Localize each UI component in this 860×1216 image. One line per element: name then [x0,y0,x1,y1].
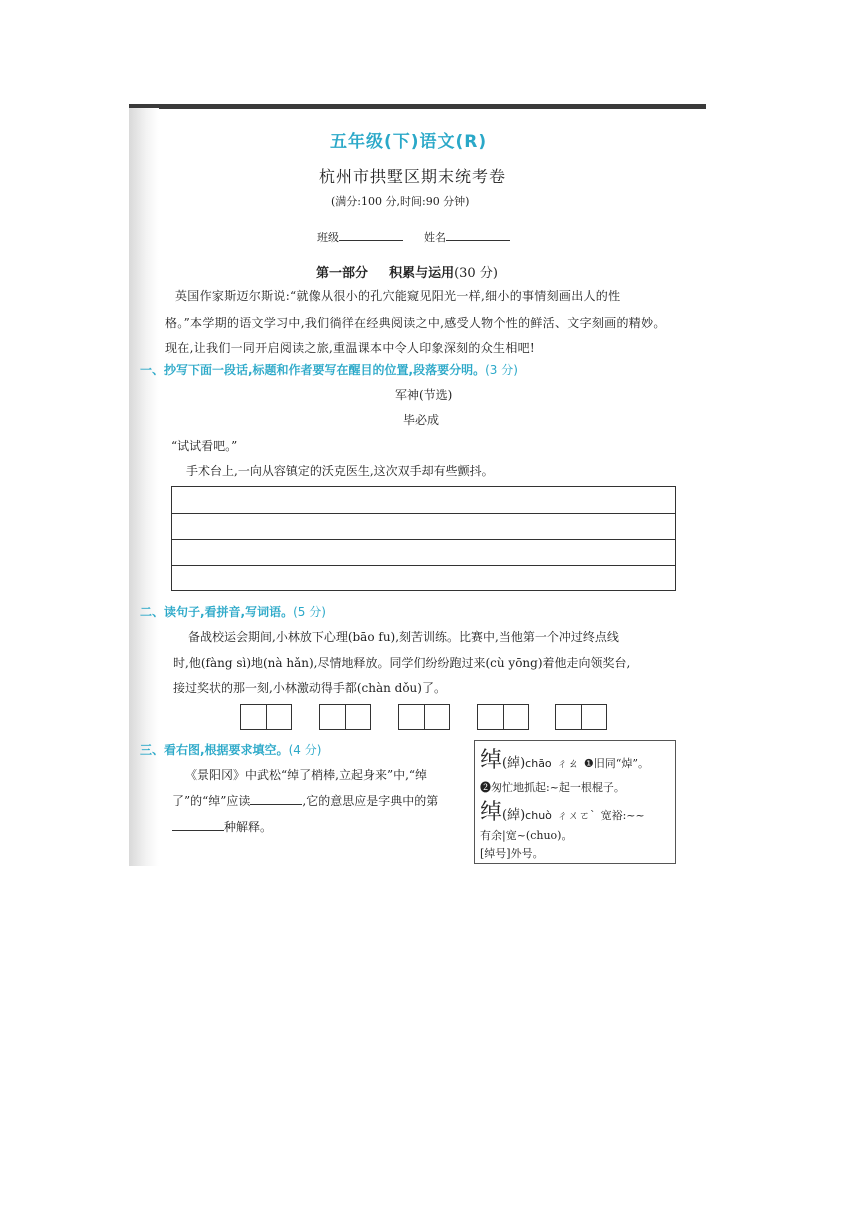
dict-entry-2-def2: 有余|宽~(chuo)。 [480,829,573,842]
q1-heading-text: 一、抄写下面一段话,标题和作者要写在醒目的位置,段落要分明。 [140,363,486,377]
definition-number-blank[interactable] [172,819,224,831]
q3-line-3-text: 种解释。 [224,820,273,834]
q2-line-2: 时,他(fàng sì)地(nà hǎn),尽情地释放。同学们纷纷跑过来(cù yōng)着他走向领奖台, [173,656,631,670]
answer-grid-4[interactable] [477,704,529,730]
q2-score: (5 分) [293,605,326,619]
writing-rule [172,513,675,514]
dict-entry-1-def2: ❷匆忙地抓起:~起一根棍子。 [480,781,625,794]
student-info-row [317,229,510,245]
part1-label: 第一部分 [316,266,369,281]
passage-author: 毕必成 [403,413,440,427]
q3-line-2b: ,它的意思应是字典中的第 [302,794,439,808]
part1-subtitle: 积累与运用 [389,266,455,281]
q2-line-1: 备战校运会期间,小林放下心理(bāo fu),刻苦训练。比赛中,当他第一个冲过终点线 [188,630,619,644]
exam-title: 杭州市拱墅区期末统考卷 [319,167,507,186]
intro-line-3: 现在,让我们一同开启阅读之旅,重温课本中令人印象深刻的众生相吧! [165,341,536,355]
q2-heading-text: 二、读句子,看拼音,写词语。 [140,605,294,619]
passage-title: 军神(节选) [395,388,453,402]
grade-subject-title: 五年级(下)语文(R) [330,132,488,152]
answer-grid-3[interactable] [398,704,450,730]
q1-heading [140,361,518,378]
dictionary-entry-box [474,740,676,864]
q3-line-2 [172,792,438,809]
q3-line-2a: 了”的“绰”应读 [172,794,251,808]
q3-heading [140,741,321,758]
part1-score: (30 分) [454,266,498,281]
q3-line-1: 《景阳冈》中武松“绰了梢棒,立起身来”中,“绰 [185,768,428,782]
passage-line-1: “试试看吧。” [171,439,238,453]
dict-entry-2-pinyin: chuò [525,809,552,822]
q3-heading-text: 三、看右图,根据要求填空。 [140,743,289,757]
q3-line-3 [172,818,272,835]
dict-entry-1-def1: ❶旧同“焯”。 [583,757,649,770]
q2-line-3: 接过奖状的那一刻,小林激动得手都(chàn dǒu)了。 [173,681,446,695]
passage-line-2: 手术台上,一向从容镇定的沃克医生,这次双手却有些颤抖。 [186,464,494,478]
dict-entry-2-def1: 宽裕:~~ [600,809,645,822]
name-field[interactable] [446,229,510,241]
answer-grid-2[interactable] [319,704,371,730]
q2-heading [140,603,326,620]
answer-grid-5[interactable] [555,704,607,730]
class-field[interactable] [339,229,403,241]
q3-score: (4 分) [288,743,322,757]
dict-entry-2 [480,795,645,826]
dict-entry-1-char: 绰 [480,748,503,773]
dict-entry-2-char: 绰 [480,800,503,825]
dict-entry-1-pinyin: chāo [525,757,552,770]
dict-entry-2-zhuyin: ㄔㄨㄛˋ [557,809,596,822]
q1-score: (3 分) [485,363,518,377]
answer-grid-1[interactable] [240,704,292,730]
intro-line-2: 格。”本学期的语文学习中,我们徜徉在经典阅读之中,感受人物个性的鲜活、文字刻画的精妙。 [165,316,666,330]
class-label: 班级 [317,231,339,244]
writing-rule [172,565,675,566]
dict-entry-2-def3: [绰号]外号。 [480,847,544,860]
dict-entry-1-zhuyin: ㄔㄠ [556,757,579,770]
dict-entry-1 [480,743,649,774]
copy-writing-box[interactable] [171,486,676,591]
name-label: 姓名 [424,231,446,244]
pronunciation-blank[interactable] [250,793,302,805]
dict-entry-1-trad: (綽) [502,756,526,771]
writing-rule [172,539,675,540]
part1-title [316,262,498,281]
score-time-info: (满分:100 分,时间:90 分钟) [331,195,470,208]
dict-entry-2-trad: (綽) [502,808,526,823]
intro-line-1: 英国作家斯迈尔斯说:“就像从很小的孔穴能窥见阳光一样,细小的事情刻画出人的性 [175,289,621,303]
